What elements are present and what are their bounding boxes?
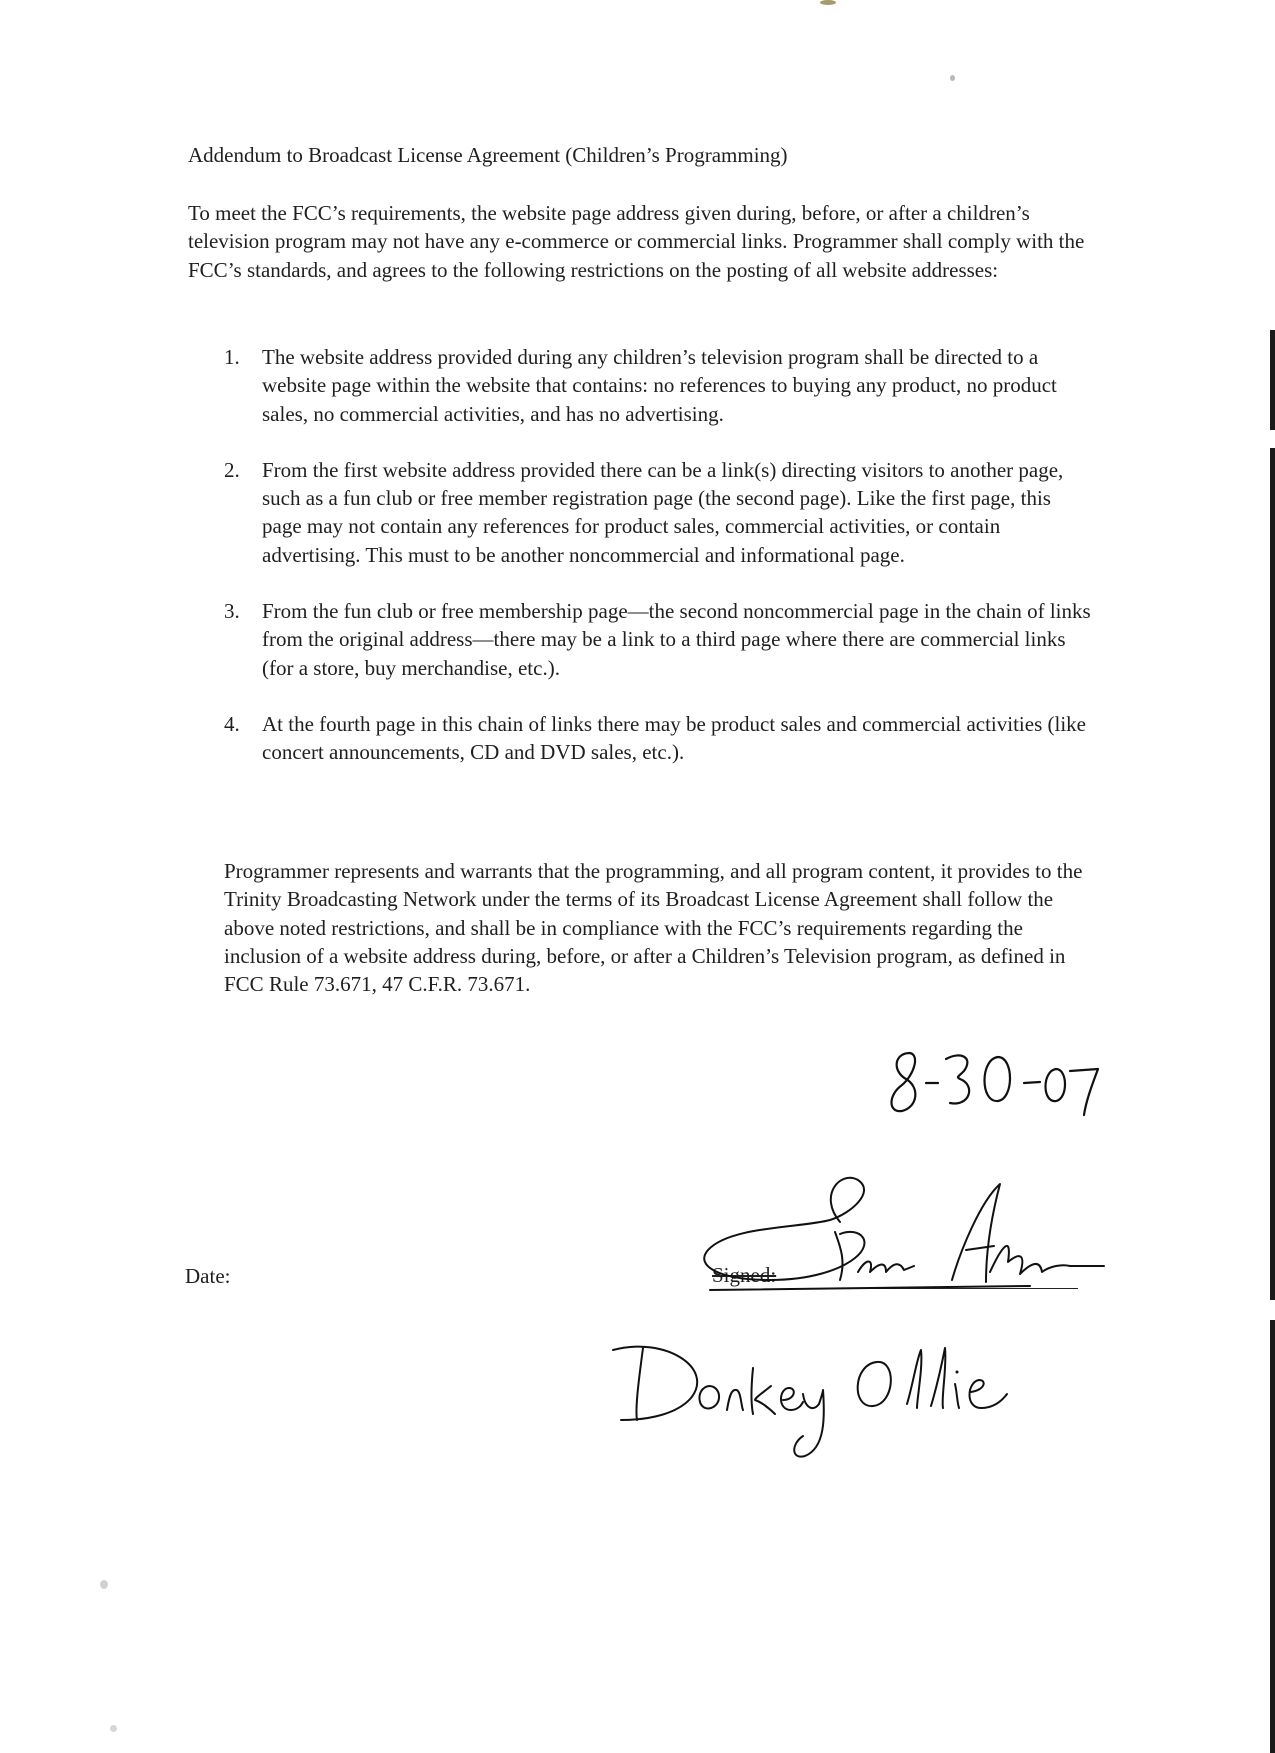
scan-edge-mark <box>1270 1320 1275 1753</box>
list-item <box>224 597 1094 682</box>
list-item-number: 3. <box>224 599 240 624</box>
document-title: Addendum to Broadcast License Agreement (Children’s Programming) <box>188 143 788 167</box>
list-item-text: The website address provided during any children’s television program shall be directed to a website page within the website that contains: no references to buying any product, no product sales, no commercial activities, and has no advertising. <box>262 345 1057 426</box>
scan-speck <box>110 1725 117 1732</box>
scan-speck <box>950 75 955 81</box>
list-item-number: 4. <box>224 711 240 736</box>
handwritten-printed-name <box>605 1328 1085 1468</box>
handwritten-date <box>880 1045 1110 1125</box>
scan-speck <box>820 0 836 5</box>
scan-edge-mark <box>1270 330 1275 430</box>
list-item <box>224 710 1094 767</box>
date-label: Date: <box>185 1264 231 1288</box>
handwritten-signature <box>690 1162 1110 1312</box>
list-item-text: At the fourth page in this chain of links there may be product sales and commercial activities (like concert announcements, CD and DVD sales, etc.). <box>262 711 1086 765</box>
list-item <box>224 456 1094 569</box>
scan-speck <box>100 1580 108 1589</box>
list-item-number: 2. <box>224 457 240 482</box>
warranty-paragraph: Programmer represents and warrants that the programming, and all program content, it provides to the Trinity Broadcasting Network under the terms of its Broadcast License Agreement shall follow the above noted restrictions, and shall be in compliance with the FCC’s requirements regarding the inclusion of a website address during, before, or after a Children’s Television program, as defined in FCC Rule 73.671, 47 C.F.R. 73.671. <box>224 859 1083 997</box>
list-item-number: 1. <box>224 345 240 369</box>
list-item-text: From the fun club or free membership page—the second noncommercial page in the chain of links from the original address—there may be a link to a third page where there are commercial links (for a store, buy merchandise, etc.). <box>262 599 1091 680</box>
signed-label: Signed: <box>712 1263 777 1287</box>
intro-paragraph: To meet the FCC’s requirements, the website page address given during, before, or after a children’s television program may not have any e-commerce or commercial links. Programmer shall comply with the FCC’s standards, and agrees to the following restrictions on the posting of all website addresses: <box>188 201 1085 282</box>
restrictions-list <box>224 343 1094 767</box>
list-item-text: From the first website address provided there can be a link(s) directing visitors to another page, such as a fun club or free member registration page (the second page). Like the first page, this page may not contain any references for product sales, commercial activities, or contain advertising. This must to be another noncommercial and informational page. <box>262 457 1064 567</box>
list-item <box>224 343 1094 428</box>
scan-edge-mark <box>1270 448 1275 1300</box>
